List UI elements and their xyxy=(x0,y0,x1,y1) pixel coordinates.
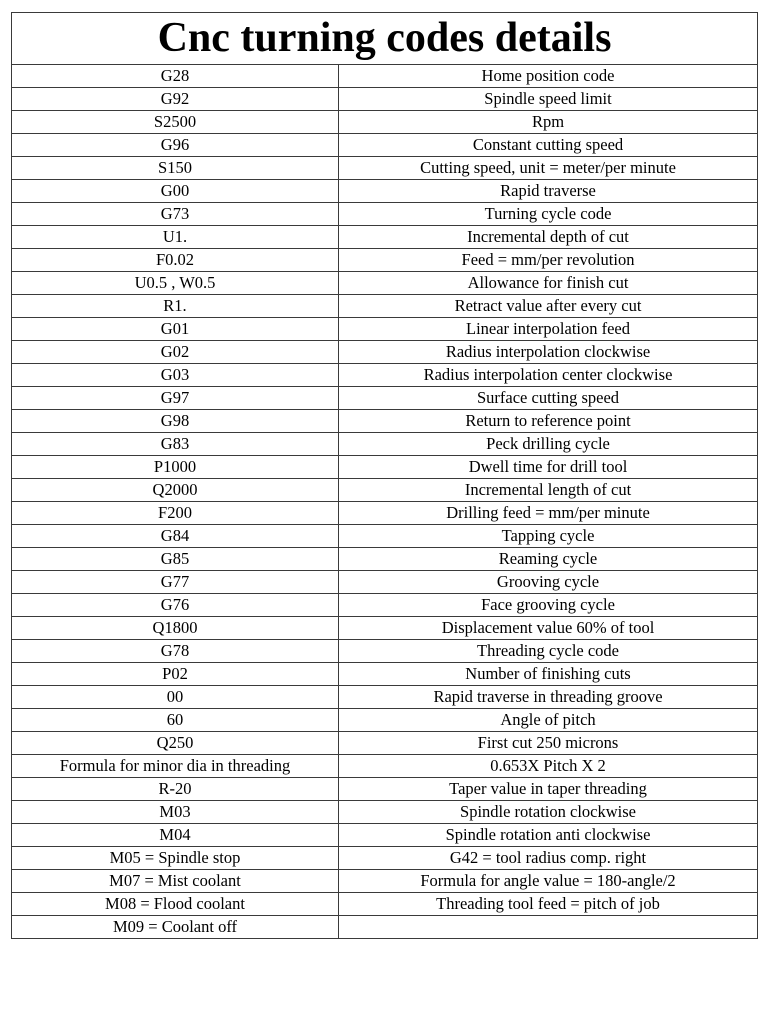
description-cell: Grooving cycle xyxy=(339,571,758,594)
table-row xyxy=(12,433,758,456)
code-cell: G01 xyxy=(12,318,339,341)
code-cell: Formula for minor dia in threading xyxy=(12,755,339,778)
code-cell: G96 xyxy=(12,134,339,157)
code-cell: S2500 xyxy=(12,111,339,134)
table-row xyxy=(12,249,758,272)
page-title: Cnc turning codes details xyxy=(12,13,758,65)
table-row xyxy=(12,755,758,778)
title-row xyxy=(12,13,758,65)
code-cell: 00 xyxy=(12,686,339,709)
description-cell: Rpm xyxy=(339,111,758,134)
code-cell: G92 xyxy=(12,88,339,111)
code-cell: M07 = Mist coolant xyxy=(12,870,339,893)
description-cell: Rapid traverse xyxy=(339,180,758,203)
table-row xyxy=(12,65,758,88)
table-row xyxy=(12,387,758,410)
table-row xyxy=(12,226,758,249)
code-cell: M09 = Coolant off xyxy=(12,916,339,939)
table-row xyxy=(12,479,758,502)
code-cell: G98 xyxy=(12,410,339,433)
description-cell: Drilling feed = mm/per minute xyxy=(339,502,758,525)
table-row xyxy=(12,525,758,548)
description-cell: Threading tool feed = pitch of job xyxy=(339,893,758,916)
table-row xyxy=(12,617,758,640)
table-row xyxy=(12,893,758,916)
table-row xyxy=(12,801,758,824)
code-cell: M05 = Spindle stop xyxy=(12,847,339,870)
table-row xyxy=(12,732,758,755)
code-cell: Q2000 xyxy=(12,479,339,502)
description-cell: Spindle speed limit xyxy=(339,88,758,111)
table-row xyxy=(12,180,758,203)
description-cell: Peck drilling cycle xyxy=(339,433,758,456)
table-row xyxy=(12,203,758,226)
description-cell: Tapping cycle xyxy=(339,525,758,548)
description-cell: First cut 250 microns xyxy=(339,732,758,755)
description-cell: Displacement value 60% of tool xyxy=(339,617,758,640)
code-cell: M08 = Flood coolant xyxy=(12,893,339,916)
table-row xyxy=(12,272,758,295)
code-cell: G03 xyxy=(12,364,339,387)
table-row xyxy=(12,847,758,870)
code-cell: R1. xyxy=(12,295,339,318)
code-cell: U1. xyxy=(12,226,339,249)
description-cell: Spindle rotation anti clockwise xyxy=(339,824,758,847)
description-cell: Return to reference point xyxy=(339,410,758,433)
code-cell: Q1800 xyxy=(12,617,339,640)
table-row xyxy=(12,410,758,433)
code-cell: U0.5 , W0.5 xyxy=(12,272,339,295)
description-cell xyxy=(339,916,758,939)
table-row xyxy=(12,548,758,571)
table-row xyxy=(12,502,758,525)
table-row xyxy=(12,111,758,134)
description-cell: Threading cycle code xyxy=(339,640,758,663)
description-cell: Rapid traverse in threading groove xyxy=(339,686,758,709)
code-cell: G28 xyxy=(12,65,339,88)
description-cell: Incremental depth of cut xyxy=(339,226,758,249)
description-cell: Constant cutting speed xyxy=(339,134,758,157)
code-cell: G97 xyxy=(12,387,339,410)
table-row xyxy=(12,870,758,893)
code-cell: F200 xyxy=(12,502,339,525)
description-cell: 0.653X Pitch X 2 xyxy=(339,755,758,778)
table-row xyxy=(12,824,758,847)
table-row xyxy=(12,571,758,594)
description-cell: Reaming cycle xyxy=(339,548,758,571)
description-cell: Surface cutting speed xyxy=(339,387,758,410)
description-cell: Turning cycle code xyxy=(339,203,758,226)
description-cell: G42 = tool radius comp. right xyxy=(339,847,758,870)
table-row xyxy=(12,456,758,479)
table-row xyxy=(12,663,758,686)
code-cell: G83 xyxy=(12,433,339,456)
description-cell: Allowance for finish cut xyxy=(339,272,758,295)
code-cell: P02 xyxy=(12,663,339,686)
description-cell: Formula for angle value = 180-angle/2 xyxy=(339,870,758,893)
code-cell: M03 xyxy=(12,801,339,824)
table-row xyxy=(12,640,758,663)
code-cell: Q250 xyxy=(12,732,339,755)
description-cell: Angle of pitch xyxy=(339,709,758,732)
code-cell: M04 xyxy=(12,824,339,847)
code-cell: G78 xyxy=(12,640,339,663)
table-row xyxy=(12,134,758,157)
table-row xyxy=(12,157,758,180)
code-cell: G77 xyxy=(12,571,339,594)
code-cell: G76 xyxy=(12,594,339,617)
table-row xyxy=(12,778,758,801)
table-row xyxy=(12,364,758,387)
code-cell: 60 xyxy=(12,709,339,732)
table-row xyxy=(12,295,758,318)
code-cell: G02 xyxy=(12,341,339,364)
table-row xyxy=(12,318,758,341)
description-cell: Incremental length of cut xyxy=(339,479,758,502)
code-cell: P1000 xyxy=(12,456,339,479)
description-cell: Feed = mm/per revolution xyxy=(339,249,758,272)
description-cell: Retract value after every cut xyxy=(339,295,758,318)
codes-table xyxy=(11,12,758,939)
table-row xyxy=(12,916,758,939)
description-cell: Linear interpolation feed xyxy=(339,318,758,341)
table-row xyxy=(12,88,758,111)
code-cell: R-20 xyxy=(12,778,339,801)
table-row xyxy=(12,341,758,364)
description-cell: Radius interpolation center clockwise xyxy=(339,364,758,387)
table-row xyxy=(12,686,758,709)
code-cell: F0.02 xyxy=(12,249,339,272)
description-cell: Face grooving cycle xyxy=(339,594,758,617)
description-cell: Home position code xyxy=(339,65,758,88)
description-cell: Taper value in taper threading xyxy=(339,778,758,801)
description-cell: Number of finishing cuts xyxy=(339,663,758,686)
table-row xyxy=(12,709,758,732)
table-row xyxy=(12,594,758,617)
description-cell: Spindle rotation clockwise xyxy=(339,801,758,824)
code-cell: S150 xyxy=(12,157,339,180)
description-cell: Radius interpolation clockwise xyxy=(339,341,758,364)
code-cell: G73 xyxy=(12,203,339,226)
codes-table-body xyxy=(12,13,758,939)
description-cell: Cutting speed, unit = meter/per minute xyxy=(339,157,758,180)
code-cell: G84 xyxy=(12,525,339,548)
code-cell: G85 xyxy=(12,548,339,571)
code-cell: G00 xyxy=(12,180,339,203)
description-cell: Dwell time for drill tool xyxy=(339,456,758,479)
